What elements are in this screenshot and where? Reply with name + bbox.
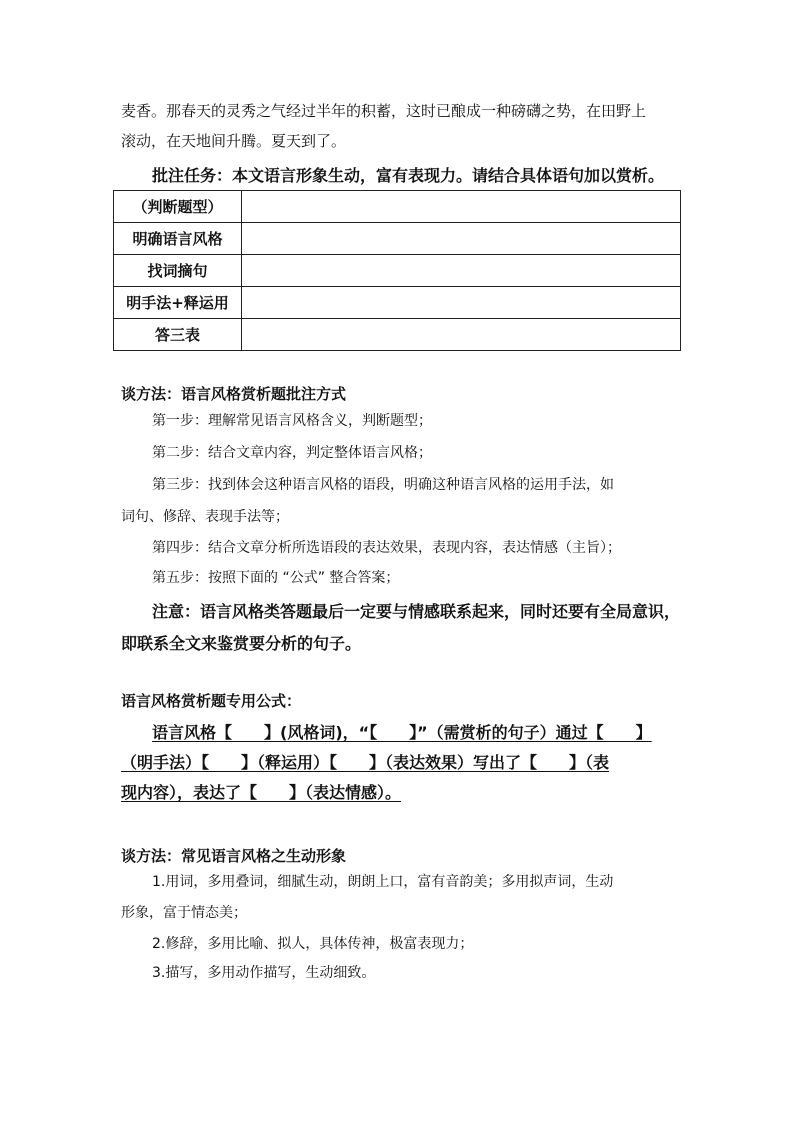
table-row [114,223,681,255]
intro-line-2: 滚动，在天地间升腾。夏天到了。 [121,132,347,150]
step-2: 第二步：结合文章内容，判定整体语言风格； [152,445,432,461]
answer-cell[interactable] [242,255,681,287]
formula-line-2: （明手法）【 】（释运用）【 】（表达效果）写出了【 】（表 [121,753,610,772]
annotation-task: 批注任务：本文语言形象生动，富有表现力。请结合具体语句加以赏析。 [152,166,665,185]
item-3: 3.描写，多用动作描写，生动细致。 [152,965,376,981]
step-3-cont: 词句、修辞、表现手法等； [121,509,289,525]
table-row [114,287,681,319]
row-label: 答三表 [114,319,242,351]
answer-cell[interactable] [242,223,681,255]
item-1-cont: 形象，富于情态美； [121,905,247,921]
row-label: 明确语言风格 [114,223,242,255]
answer-cell[interactable] [242,287,681,319]
intro-line-1: 麦香。那春天的灵秀之气经过半年的积蓄，这时已酿成一种磅礴之势，在田野上 [121,102,647,120]
step-5: 第五步：按照下面的 “公式” 整合答案； [152,570,400,586]
formula-line-1: 语言风格【 】(风格词)，“【 】”（需赏析的句子）通过【 】 [152,723,652,742]
note-line-1: 注意：语言风格类答题最后一定要与情感联系起来，同时还要有全局意识， [152,602,681,621]
row-label: 明手法+释运用 [114,287,242,319]
item-2: 2.修辞，多用比喻、拟人，具体传神，极富表现力； [152,936,474,952]
table-row [114,191,681,223]
annotation-table [113,190,681,351]
step-3: 第三步：找到体会这种语言风格的语段，明确这种语言风格的运用手法，如 [152,477,614,493]
item-1: 1.用词，多用叠词，细腻生动，朗朗上口，富有音韵美；多用拟声词，生动 [152,874,614,890]
method-heading: 谈方法：语言风格赏析题批注方式 [121,385,347,403]
row-label: 找词摘句 [114,255,242,287]
row-label: （判断题型） [114,191,242,223]
table-row [114,319,681,351]
step-4: 第四步：结合文章分析所选语段的表达效果，表现内容，表达情感（主旨）； [152,540,621,556]
table-row [114,255,681,287]
formula-line-3: 现内容），表达了【 】（表达情感）。 [121,783,402,802]
answer-cell[interactable] [242,191,681,223]
note-line-2: 即联系全文来鉴赏要分析的句子。 [121,634,362,653]
step-1: 第一步：理解常见语言风格含义，判断题型； [152,413,432,429]
answer-cell[interactable] [242,319,681,351]
method2-heading: 谈方法：常见语言风格之生动形象 [121,847,347,865]
formula-heading: 语言风格赏析题专用公式： [121,692,302,710]
